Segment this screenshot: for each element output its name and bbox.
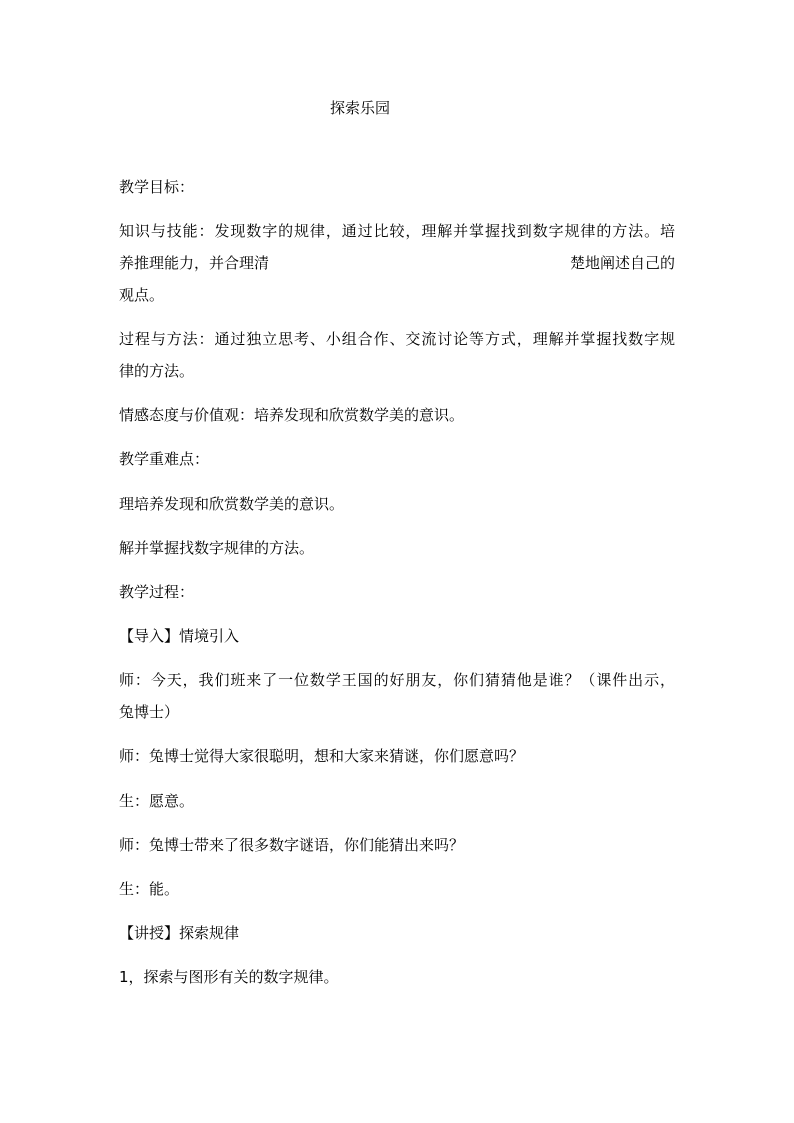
section-intro: 【导入】情境引入	[119, 627, 240, 645]
section-teach: 【讲授】探索规律	[119, 924, 240, 942]
emotion-values-line: 情感态度与价值观：培养发现和欣赏数学美的意识。	[119, 406, 465, 424]
key-point-1: 理培养发现和欣赏数学美的意识。	[119, 495, 345, 513]
heading-key-points: 教学重难点：	[119, 450, 210, 468]
dialog-5: 生：能。	[119, 880, 180, 898]
dialog-2: 师：兔博士觉得大家很聪明，想和大家来猜谜，你们愿意吗？	[119, 747, 525, 765]
key-point-2: 解并掌握找数字规律的方法。	[119, 539, 315, 557]
process-method-line-1: 过程与方法：通过独立思考、小组合作、交流讨论等方式，理解并掌握找数字规	[119, 330, 675, 348]
knowledge-skill-line-2-right: 楚地阐述自己的	[569, 254, 675, 272]
knowledge-skill-line-2-left: 养推理能力，并合理清	[119, 254, 270, 272]
item-1: 1，探索与图形有关的数字规律。	[119, 968, 339, 986]
document-title: 探索乐园	[329, 99, 390, 117]
process-method-line-2: 律的方法。	[119, 362, 195, 380]
dialog-1-line-2: 兔博士）	[119, 703, 180, 721]
dialog-4: 师：兔博士带来了很多数字谜语，你们能猜出来吗？	[119, 836, 465, 854]
dialog-3: 生：愿意。	[119, 792, 195, 810]
heading-teaching-goals: 教学目标：	[119, 178, 195, 196]
dialog-1-line-1: 师：今天，我们班来了一位数学王国的好朋友，你们猜猜他是谁？（课件出示，	[119, 671, 675, 689]
knowledge-skill-line-2	[119, 253, 675, 273]
knowledge-skill-line-1: 知识与技能：发现数字的规律，通过比较，理解并掌握找到数字规律的方法。培	[119, 222, 675, 240]
heading-teaching-process: 教学过程：	[119, 583, 195, 601]
knowledge-skill-line-3: 观点。	[119, 286, 165, 304]
